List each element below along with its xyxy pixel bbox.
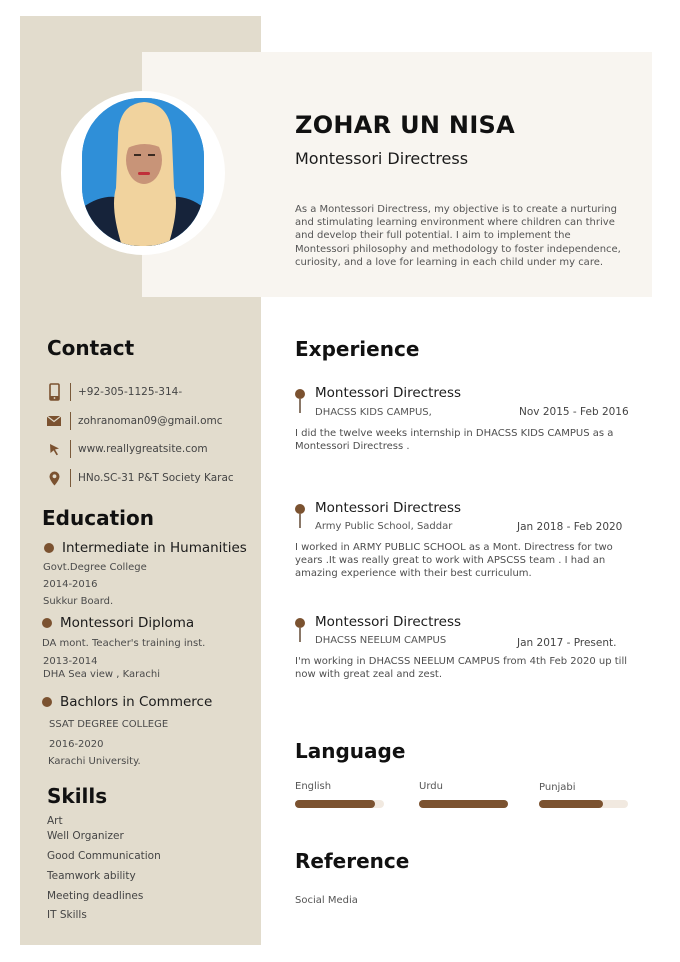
job-title: Montessori Directress <box>315 500 462 516</box>
language-name: Urdu <box>419 781 443 792</box>
job-organization: DHACSS NEELUM CAMPUS <box>315 635 447 646</box>
reference-heading: Reference <box>295 849 410 873</box>
education-heading: Education <box>42 506 154 530</box>
profile-summary: As a Montessori Directress, my objective is to create a nurturing and stimulating learning environment where children can thrive and develop their full potential. I aim to implement the Montessori philosophy and methodology to foster independence, curiosity, and a love for learning in each child under my care. <box>295 204 621 268</box>
education-institution: Govt.Degree College <box>43 562 147 573</box>
skills-heading: Skills <box>47 784 108 808</box>
education-years: 2014-2016 <box>43 579 98 590</box>
job-dates: Nov 2015 - Feb 2016 <box>519 406 629 418</box>
education-institution: DA mont. Teacher's training inst. <box>42 638 206 649</box>
phone-number: +92-305-1125-314- <box>78 386 183 398</box>
education-item-title <box>44 540 247 556</box>
job-title: Montessori Directress <box>315 385 462 401</box>
education-board: Sukkur Board. <box>43 596 114 607</box>
language-level-bar <box>539 800 628 808</box>
email-address[interactable]: zohranoman09@gmail.omc <box>78 415 223 427</box>
education-item-title <box>42 694 212 710</box>
timeline-pin-icon <box>295 389 305 413</box>
job-title: Montessori Directress <box>315 614 462 630</box>
skill-item: Teamwork ability <box>47 870 136 882</box>
job-organization: Army Public School, Saddar <box>315 521 453 532</box>
cursor-icon <box>46 440 62 458</box>
job-organization: DHACSS KIDS CAMPUS, <box>315 407 432 418</box>
email-icon <box>46 412 62 430</box>
contact-email <box>46 411 223 431</box>
degree-name: Intermediate in Humanities <box>62 540 247 556</box>
job-description: I worked in ARMY PUBLIC SCHOOL as a Mont. Directress for two years .It was really great to work with APSCSS team . I had an amazing experience with their best curriculum. <box>295 542 613 579</box>
job-dates: Jan 2018 - Feb 2020 <box>517 521 623 533</box>
language-heading: Language <box>295 739 406 763</box>
address: HNo.SC-31 P&T Society Karac <box>78 472 234 484</box>
education-item-title <box>42 615 194 631</box>
skill-item: Meeting deadlines <box>47 890 144 902</box>
education-university: Karachi University. <box>48 756 141 767</box>
website-link[interactable]: www.reallygreatsite.com <box>78 443 208 455</box>
divider <box>70 469 71 487</box>
divider <box>70 440 71 458</box>
skill-item: Good Communication <box>47 850 161 862</box>
phone-icon <box>46 383 62 401</box>
candidate-role: Montessori Directress <box>295 149 469 168</box>
timeline-pin-icon <box>295 504 305 528</box>
job-description: I'm working in DHACSS NEELUM CAMPUS from 4th Feb 2020 up till now with great zeal and zest. <box>295 656 628 680</box>
bullet-dot-icon <box>42 697 52 707</box>
degree-name: Montessori Diploma <box>60 615 195 631</box>
profile-photo <box>82 98 204 246</box>
bullet-dot-icon <box>44 543 54 553</box>
language-name: English <box>295 781 332 792</box>
contact-address <box>46 468 234 488</box>
language-level-bar <box>295 800 384 808</box>
education-location: DHA Sea view , Karachi <box>43 669 160 680</box>
divider <box>70 412 71 430</box>
experience-heading: Experience <box>295 337 420 361</box>
job-description: I did the twelve weeks internship in DHACSS KIDS CAMPUS as a Montessori Directress . <box>295 428 614 452</box>
skill-item: IT Skills <box>47 909 87 921</box>
contact-heading: Contact <box>47 336 135 360</box>
contact-website <box>46 439 208 459</box>
location-pin-icon <box>46 469 62 487</box>
divider <box>70 383 71 401</box>
language-name: Punjabi <box>539 782 576 793</box>
education-years: 2013-2014 <box>43 656 98 667</box>
reference-text: Social Media <box>295 895 358 906</box>
education-institution: SSAT DEGREE COLLEGE <box>49 719 169 730</box>
job-dates: Jan 2017 - Present. <box>517 637 617 649</box>
skill-item: Art <box>47 815 63 827</box>
education-years: 2016-2020 <box>49 739 104 750</box>
skill-item: Well Organizer <box>47 830 124 842</box>
degree-name: Bachlors in Commerce <box>60 694 213 710</box>
bullet-dot-icon <box>42 618 52 628</box>
timeline-pin-icon <box>295 618 305 642</box>
candidate-name: ZOHAR UN NISA <box>295 111 516 139</box>
language-level-bar <box>419 800 508 808</box>
contact-phone <box>46 382 182 402</box>
